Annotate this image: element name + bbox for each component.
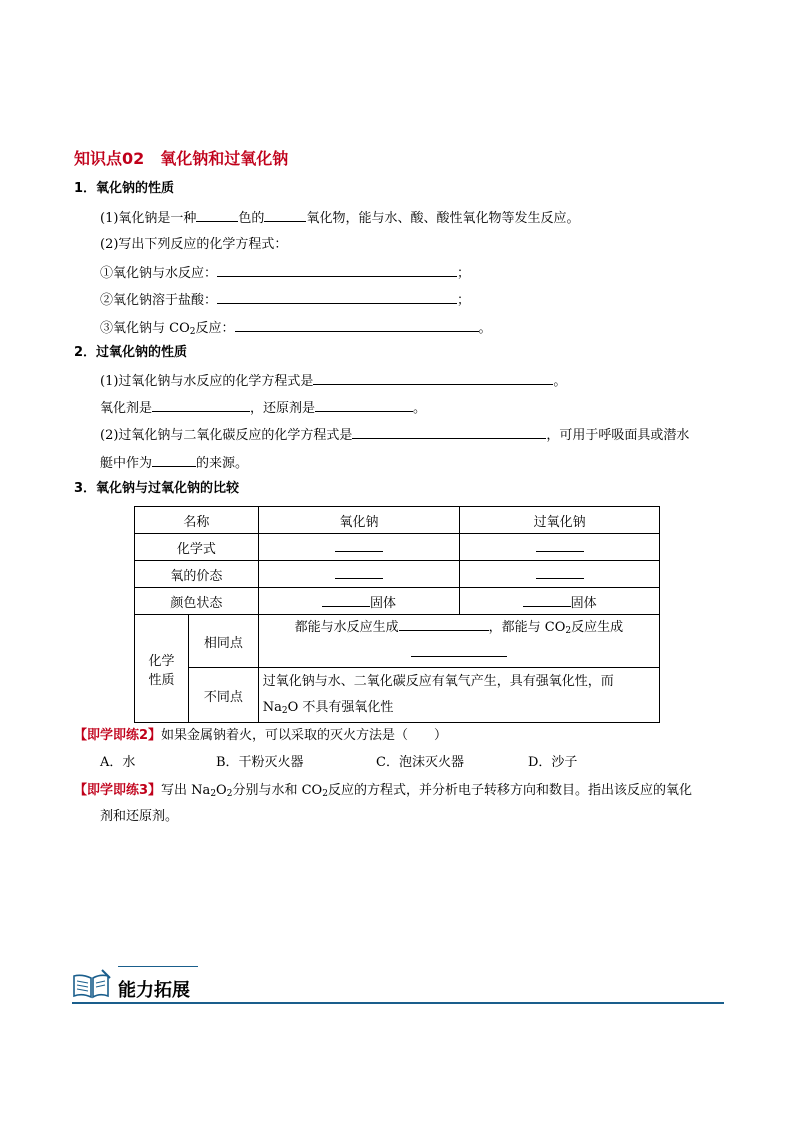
row-diff: 不同点 [188, 668, 258, 723]
footer-accent-line [118, 966, 198, 967]
blank-source[interactable] [152, 453, 196, 467]
blank-s2-eq1[interactable] [313, 371, 553, 385]
th-na2o2: 过氧化钠 [460, 507, 660, 534]
s1-r2-label: ②氧化钠溶于盐酸： [100, 293, 218, 308]
blank-oxidant[interactable] [152, 398, 250, 412]
ex2-option-a[interactable]: A．水 [100, 755, 136, 770]
ex2-option-b[interactable]: B．干粉灭火器 [216, 755, 304, 770]
table-row [135, 534, 660, 561]
blank-color[interactable] [196, 208, 238, 222]
ex3-s1: 2 [210, 789, 217, 799]
table-row [135, 615, 660, 668]
ex3-q1d: 反应的方程式，并分析电子转移方向和数目。指出该反应的氧化 [327, 783, 692, 798]
s1-p1b: 色的 [238, 211, 265, 226]
blank-type[interactable] [264, 208, 306, 222]
s2-p1 [100, 371, 566, 391]
s2-p2-tail: ，可用于呼吸面具或潜水 [546, 428, 690, 443]
footer-title: 能力拓展 [118, 980, 190, 1001]
book-icon [72, 968, 112, 1000]
blank-formula-na2o[interactable] [335, 538, 383, 552]
diff-b1: Na [262, 700, 282, 715]
s1-r3 [100, 318, 492, 338]
blank-same-1[interactable] [399, 617, 489, 631]
diff-b2: O 不具有强氧化性 [287, 700, 394, 715]
s2-ox [100, 398, 426, 418]
s2-title: 2．过氧化钠的性质 [74, 345, 188, 360]
ex3-question [74, 782, 692, 800]
th-na2o: 氧化钠 [258, 507, 460, 534]
s2-p2-label: (2)过氧化钠与二氧化碳反应的化学方程式是 [100, 428, 353, 443]
blank-r1[interactable] [217, 263, 457, 277]
blank-same-2[interactable] [411, 643, 507, 657]
ex3-question-cont: 剂和还原剂。 [100, 809, 179, 824]
s1-r3-sub: 2 [189, 327, 196, 337]
s1-r3b: 反应： [195, 321, 235, 336]
diff-content [258, 668, 659, 723]
diff-bsub: 2 [281, 706, 288, 716]
row-chem-props [135, 615, 189, 723]
ex2-q: 如果金属钠着火，可以采取的灭火方法是（ ） [161, 728, 448, 743]
s2-p2 [100, 425, 689, 445]
ex3-q1c: 分别与水和 CO [232, 783, 323, 798]
solid-label: 固体 [370, 595, 397, 611]
s2-p3b: 的来源。 [196, 456, 249, 471]
diff-a: 过氧化钠与水、二氧化碳反应有氧气产生，具有强氧化性，而 [262, 674, 614, 689]
ex3-s3: 2 [322, 789, 328, 799]
table-row [135, 507, 660, 534]
row-same: 相同点 [188, 615, 258, 668]
same-sub: 2 [565, 626, 572, 636]
ex3-s2: 2 [226, 789, 233, 799]
ex3-tag: 【即学即练3】 [74, 783, 162, 798]
heading-title: 氧化钠和过氧化钠 [160, 149, 289, 168]
s1-r1-end: ； [457, 266, 471, 281]
blank-reductant[interactable] [315, 398, 413, 412]
same-b: ，都能与 CO [488, 620, 566, 635]
blank-r3[interactable] [235, 318, 479, 332]
row-formula: 化学式 [135, 534, 259, 561]
blank-formula-na2o2[interactable] [536, 538, 584, 552]
s2-red-end: 。 [413, 401, 427, 416]
heading-code: 知识点02 [74, 149, 145, 168]
s2-p3a: 艇中作为 [100, 456, 153, 471]
s1-p1c: 氧化物，能与水、酸、酸性氧化物等发生反应。 [306, 211, 580, 226]
s2-p1-label: (1)过氧化钠与水反应的化学方程式是 [100, 374, 314, 389]
s2-p1-end: 。 [553, 374, 567, 389]
row-valence: 氧的价态 [135, 561, 259, 588]
table-row [135, 668, 660, 723]
blank-color-na2o[interactable] [322, 593, 370, 607]
blank-valence-na2o[interactable] [335, 565, 383, 579]
same-content [258, 615, 659, 668]
s1-r1 [100, 263, 470, 283]
s3-title: 3．氧化钠与过氧化钠的比较 [74, 481, 240, 496]
s1-title: 1．氧化钠的性质 [74, 181, 175, 196]
s1-r3a: ③氧化钠与 CO [100, 321, 190, 336]
table-row [135, 561, 660, 588]
blank-valence-na2o2[interactable] [536, 565, 584, 579]
s2-p3 [100, 453, 248, 473]
blank-r2[interactable] [217, 290, 457, 304]
chem-label-1: 化学 [148, 653, 175, 669]
s1-r1-label: ①氧化钠与水反应： [100, 266, 218, 281]
section-heading [74, 146, 288, 169]
table-row [135, 588, 660, 615]
ex2-option-d[interactable]: D．沙子 [528, 755, 578, 770]
s2-red-label: ，还原剂是 [250, 401, 316, 416]
s1-r2 [100, 290, 470, 310]
s1-r3-end: 。 [478, 321, 492, 336]
s1-p2: (2)写出下列反应的化学方程式： [100, 237, 288, 252]
s1-r2-end: ； [457, 293, 471, 308]
blank-color-na2o2[interactable] [523, 593, 571, 607]
comparison-table [134, 506, 660, 723]
th-name: 名称 [135, 507, 259, 534]
solid-label: 固体 [570, 595, 597, 611]
ex2-tag: 【即学即练2】 [74, 728, 162, 743]
s2-ox-label: 氧化剂是 [100, 401, 153, 416]
s1-p1 [100, 208, 579, 228]
row-color: 颜色状态 [135, 588, 259, 615]
s1-p1a: (1)氧化钠是一种 [100, 211, 197, 226]
blank-s2-eq2[interactable] [352, 425, 546, 439]
ex3-q1: 写出 Na [161, 783, 211, 798]
chem-label-2: 性质 [148, 672, 175, 688]
ex2-question [74, 727, 447, 745]
ex3-q1b: O [216, 783, 227, 798]
footer-divider [72, 1002, 724, 1004]
ex2-option-c[interactable]: C．泡沫灭火器 [376, 755, 464, 770]
same-a: 都能与水反应生成 [294, 620, 399, 635]
same-c: 反应生成 [571, 620, 624, 635]
